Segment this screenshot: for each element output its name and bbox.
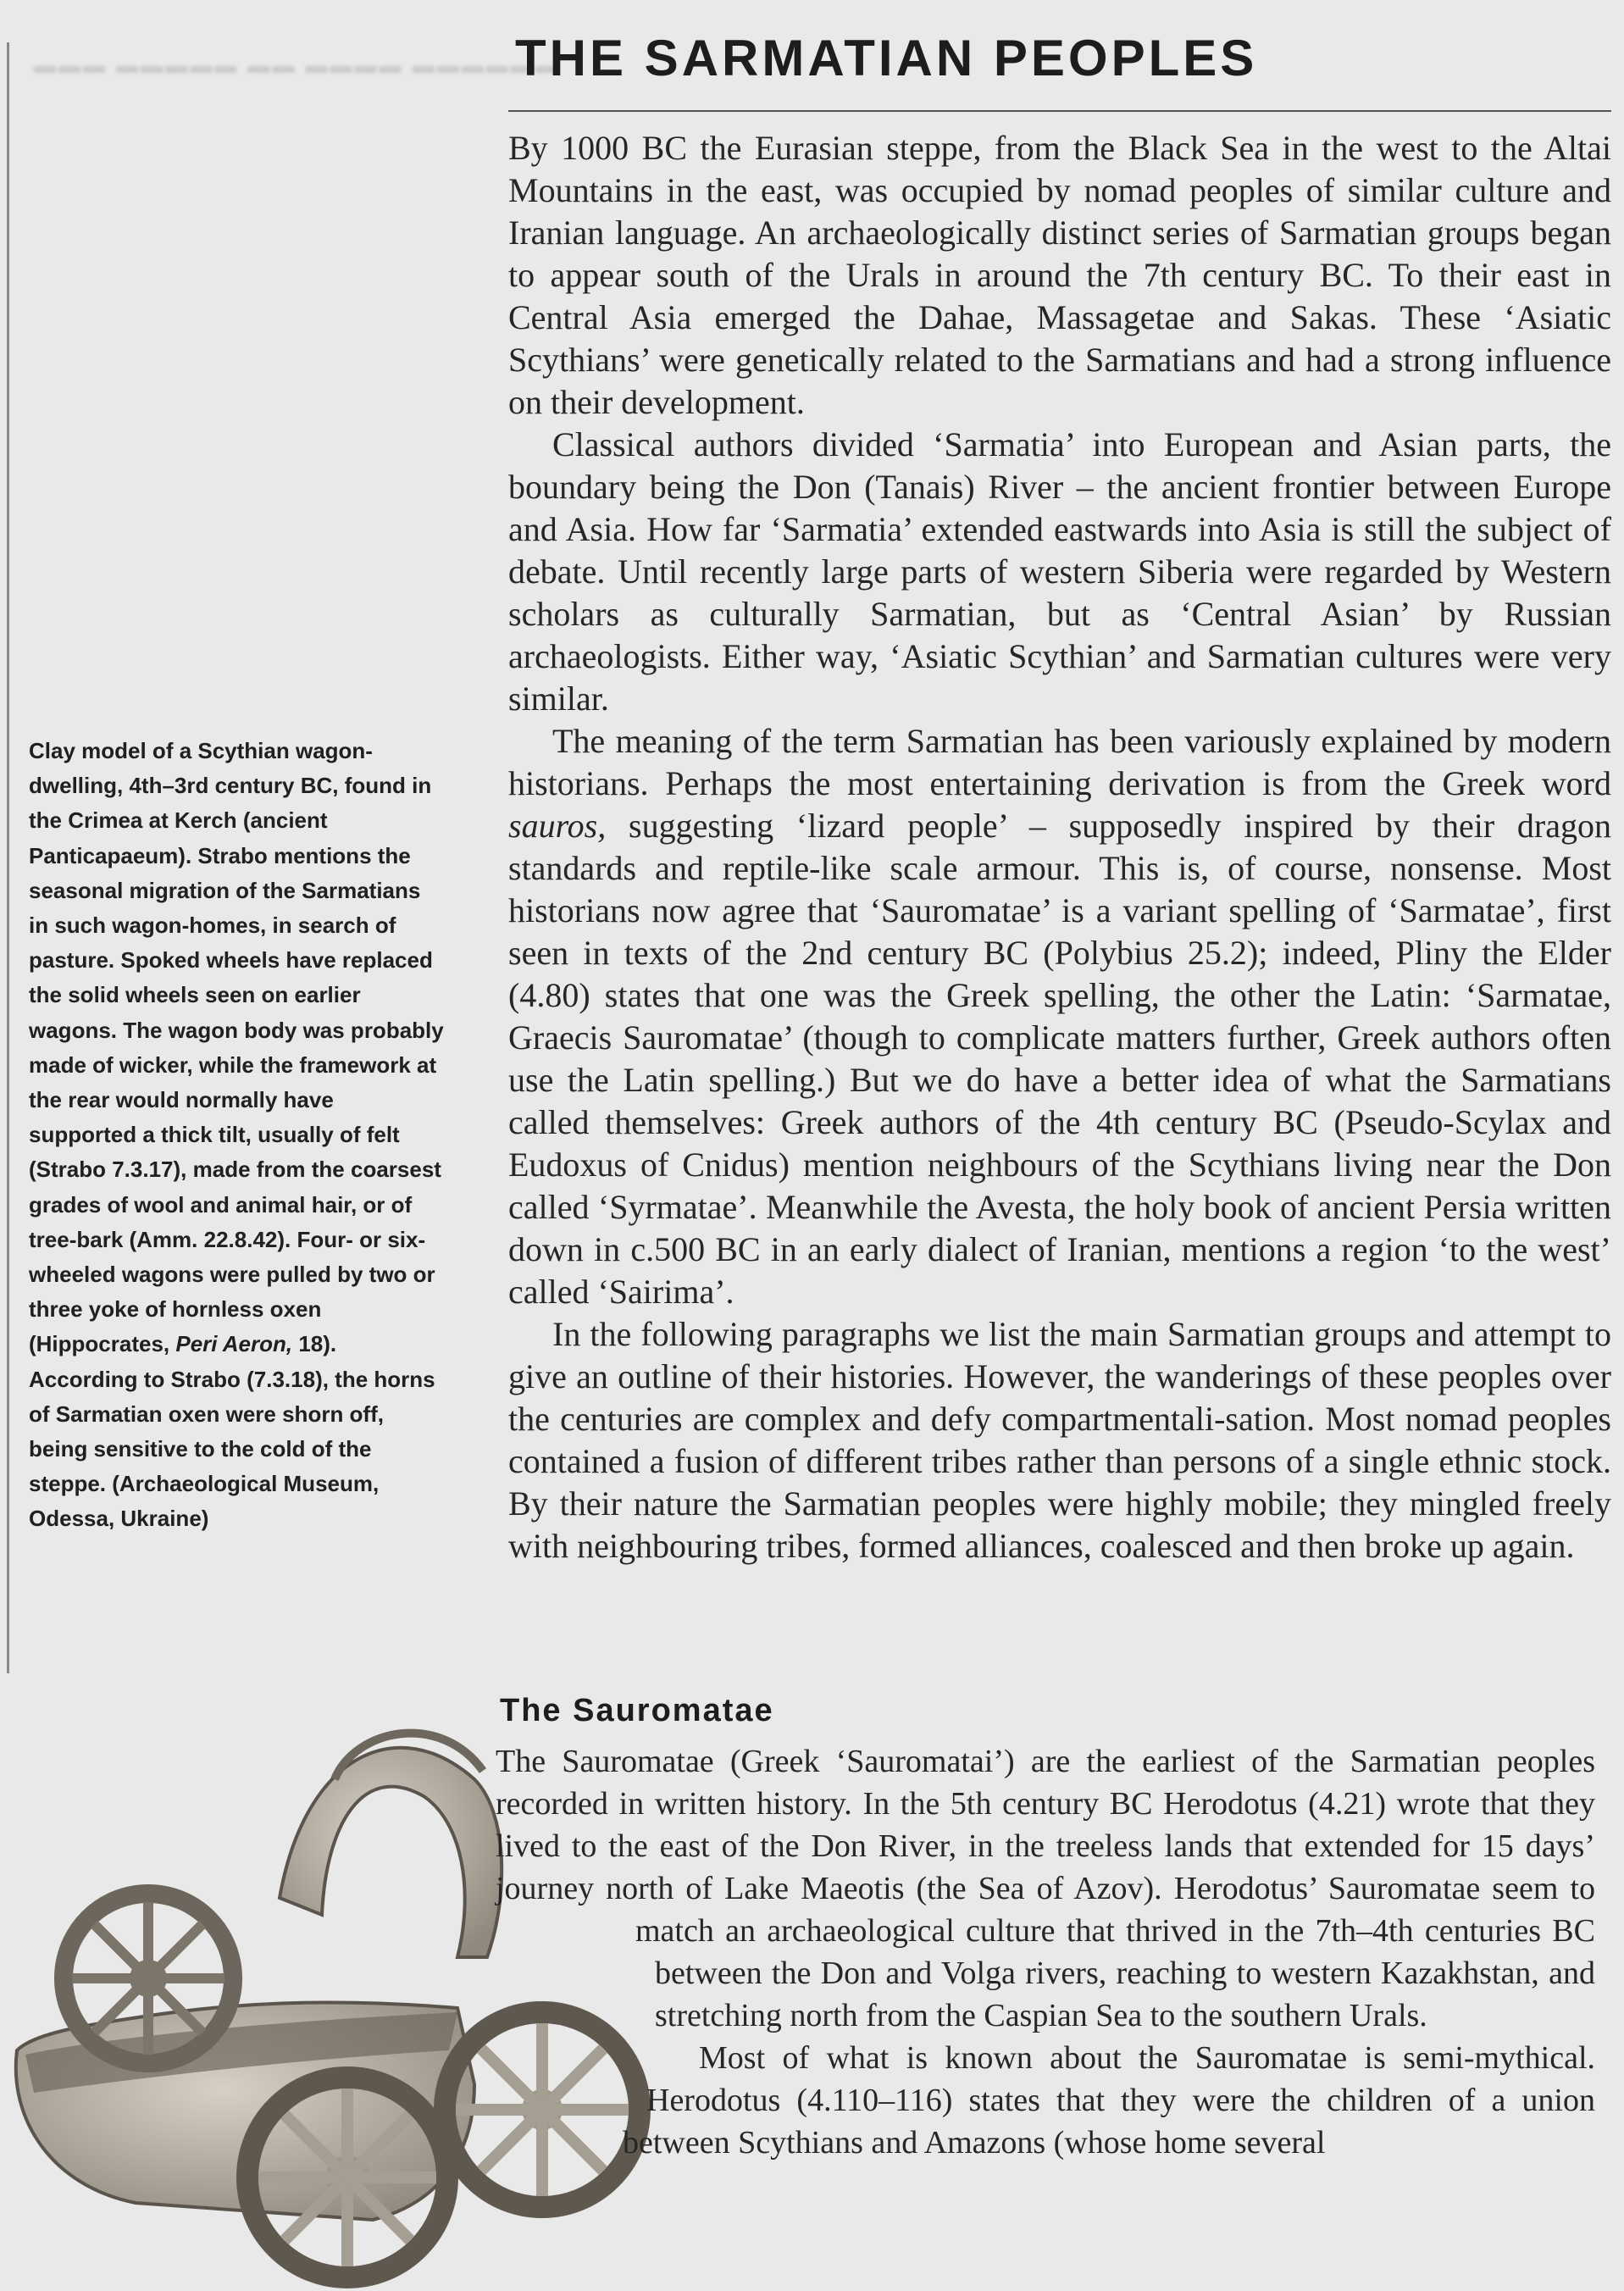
- caption-text-cont: 18). According to Strabo (7.3.18), the horns of Sarmatian oxen were shorn off, being sensitive to the cold of the steppe. (Archaeological Museum, Odessa, Ukraine): [29, 1331, 435, 1532]
- caption-italic: Peri Aeron,: [175, 1331, 293, 1357]
- main-text: [508, 127, 1611, 1567]
- page-title: THE SARMATIAN PEOPLES: [515, 30, 1258, 86]
- paragraph-3-text: The meaning of the term Sarmatian has been variously explained by modern historians. Perhaps the most entertaining derivation is from the Greek word: [508, 722, 1611, 802]
- paragraph-3: [508, 720, 1611, 1313]
- paragraph-2: Classical authors divided ‘Sarmatia’ into European and Asian parts, the boundary being the Don (Tanais) River – the ancient frontier between Europe and Asia. How far ‘Sarmatia’ extended eastwards into Asia is still the subject of debate. Until recently large parts of western Siberia were regarded by Western scholars as culturally Sarmatian, but as ‘Central Asian’ by Russian archaeologists. Either way, ‘Asiatic Scythian’ and Sarmatian cultures were very similar.: [508, 425, 1611, 718]
- greek-word-italic: sauros,: [508, 807, 607, 845]
- front-wheel: [247, 2077, 447, 2277]
- paragraph-4: In the following paragraphs we list the main Sarmatian groups and attempt to give an outline of their histories. However, the wanderings of these peoples over the centuries are complex and defy compartmentali-sation. Most nomad peoples contained a fusion of different tribes rather than persons of a single ethnic stock. By their nature the Sarmatian peoples were highly mobile; they mingled freely with neighbouring tribes, formed alliances, coalesced and then broke up again.: [508, 1315, 1611, 1565]
- show-through-text: ▬▬▬ ▬▬▬▬▬ ▬▬ ▬▬▬▬ ▬▬▬▬▬▬: [34, 53, 560, 78]
- paragraph-3-text-cont: suggesting ‘lizard people’ – supposedly inspired by their dragon standards and reptile-like scale armour. This is, of course, nonsense. Most historians now agree that ‘Sauromatae’ is a variant spelling of ‘Sarmatae’, first seen in texts of the 2nd century BC (Polybius 25.2); indeed, Pliny the Elder (4.80) states that one was the Greek spelling, the other the Latin: ‘Sarmatae, Graecis Sauromatae’ (though to complicate matters further, Greek authors often use the Latin spelling.) But we do have a better idea of what the Sarmatians called themselves: Greek authors of the 4th century BC (Pseudo-Scylax and Eudoxus of Cnidus) mention neighbours of the Scythians living near the Don called ‘Syrmatae’. Meanwhile the Avesta, the holy book of ancient Persia written down in c.500 BC in an early dialect of Iranian, mentions a region ‘to the west’ called ‘Sairima’.: [508, 807, 1611, 1311]
- rear-wheel: [64, 1894, 233, 2063]
- section-heading: The Sauromatae: [500, 1693, 774, 1728]
- figure-caption: [29, 734, 444, 1537]
- section-2-paragraph-1: The Sauromatae (Greek ‘Sauromatai’) are the earliest of the Sarmatian peoples recorded in written history. In the 5th century BC Herodotus (4.21) wrote that they lived to the east of the Don River, in the treeless lands that extended for 15 days’ journey north of Lake Maeotis (the Sea of Azov). Herodotus’ Sauromatae seem to match an archaeological culture that thrived in the 7th–4th centuries BC between the Don and Volga rivers, reaching to western Kazakhstan, and stretching north from the Caspian Sea to the southern Urals.: [496, 1744, 1595, 2033]
- section-2-text: [496, 1740, 1595, 2291]
- paragraph-1: By 1000 BC the Eurasian steppe, from the Black Sea in the west to the Altai Mountains in the east, was occupied by nomad peoples of similar culture and Iranian language. An archaeologically distinct series of Sarmatian groups began to appear south of the Urals in around the 7th century BC. To their east in Central Asia emerged the Dahae, Massagetae and Sakas. These ‘Asiatic Scythians’ were genetically related to the Sarmatians and had a strong influence on their development.: [508, 129, 1611, 421]
- title-underline: [508, 110, 1611, 112]
- left-margin-rule: [7, 42, 9, 1673]
- caption-text: Clay model of a Scythian wagon-dwelling, 4th–3rd century BC, found in the Crimea at Kerch (ancient Panticapaeum). Strabo mentions the seasonal migration of the Sarmatians in such wagon-homes, in search of pasture. Spoked wheels have replaced the solid wheels seen on earlier wagons. The wagon body was probably made of wicker, while the framework at the rear would normally have supported a thick tilt, usually of felt (Strabo 7.3.17), made from the coarsest grades of wool and animal hair, or of tree-bark (Amm. 22.8.42). Four- or six-wheeled wagons were pulled by two or three yoke of hornless oxen (Hippocrates,: [29, 738, 444, 1357]
- section-2-paragraph-2: Most of what is known about the Sauromatae is semi-mythical. Herodotus (4.110–116) states that they were the children of a union between Scythians and Amazons (whose home several: [623, 2040, 1595, 2161]
